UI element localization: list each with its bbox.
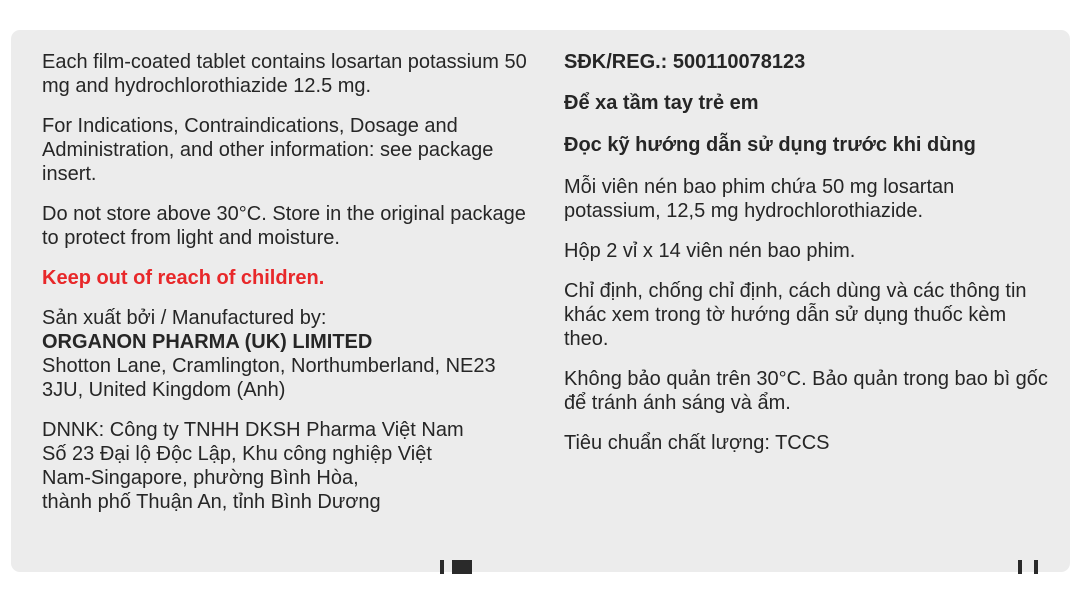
importer-block bbox=[42, 418, 542, 514]
composition-vn-text: Mỗi viên nén bao phim chứa 50 mg losartan potassium, 12,5 mg hydrochlorothiazide. bbox=[564, 176, 955, 222]
storage-text: Do not store above 30°C. Store in the original package to protect from light and moisture. bbox=[42, 203, 526, 249]
print-mark bbox=[1018, 560, 1022, 574]
print-mark bbox=[1034, 560, 1038, 574]
print-mark bbox=[440, 560, 444, 574]
registration-number: SĐK/REG.: 500110078123 bbox=[564, 51, 806, 73]
manufacturer-label: Sản xuất bởi / Manufactured by: bbox=[42, 307, 327, 329]
manufacturer-block bbox=[42, 306, 542, 402]
vietnamese-column bbox=[564, 50, 1054, 471]
storage-vn-text: Không bảo quản trên 30°C. Bảo quản trong bao bì gốc để tránh ánh sáng và ẩm. bbox=[564, 368, 1048, 414]
indications-text: For Indications, Contraindications, Dosage and Administration, and other information: see package insert. bbox=[42, 115, 494, 185]
importer-line: thành phố Thuận An, tỉnh Bình Dương bbox=[42, 491, 381, 513]
warning-text: Keep out of reach of children. bbox=[42, 267, 325, 289]
keep-away-text: Để xa tầm tay trẻ em bbox=[564, 92, 759, 114]
importer-line: Nam-Singapore, phường Bình Hòa, bbox=[42, 467, 359, 489]
label-panel bbox=[11, 30, 1070, 572]
manufacturer-address: Shotton Lane, Cramlington, Northumberland, NE23 3JU, United Kingdom (Anh) bbox=[42, 355, 496, 401]
standard-text: Tiêu chuẩn chất lượng: TCCS bbox=[564, 432, 830, 454]
importer-line: Số 23 Đại lộ Độc Lập, Khu công nghiệp Việt bbox=[42, 443, 432, 465]
importer-line: DNNK: Công ty TNHH DKSH Pharma Việt Nam bbox=[42, 419, 464, 441]
manufacturer-name: ORGANON PHARMA (UK) LIMITED bbox=[42, 331, 373, 353]
english-column bbox=[42, 50, 542, 530]
package-text: Hộp 2 vỉ x 14 viên nén bao phim. bbox=[564, 240, 856, 262]
print-mark bbox=[452, 560, 472, 574]
composition-text: Each film-coated tablet contains losartan potassium 50 mg and hydrochlorothiazide 12.5 mg. bbox=[42, 51, 527, 97]
indications-vn-text: Chỉ định, chống chỉ định, cách dùng và các thông tin khác xem trong tờ hướng dẫn sử dụng thuốc kèm theo. bbox=[564, 280, 1027, 350]
read-instructions-text: Đọc kỹ hướng dẫn sử dụng trước khi dùng bbox=[564, 134, 976, 156]
